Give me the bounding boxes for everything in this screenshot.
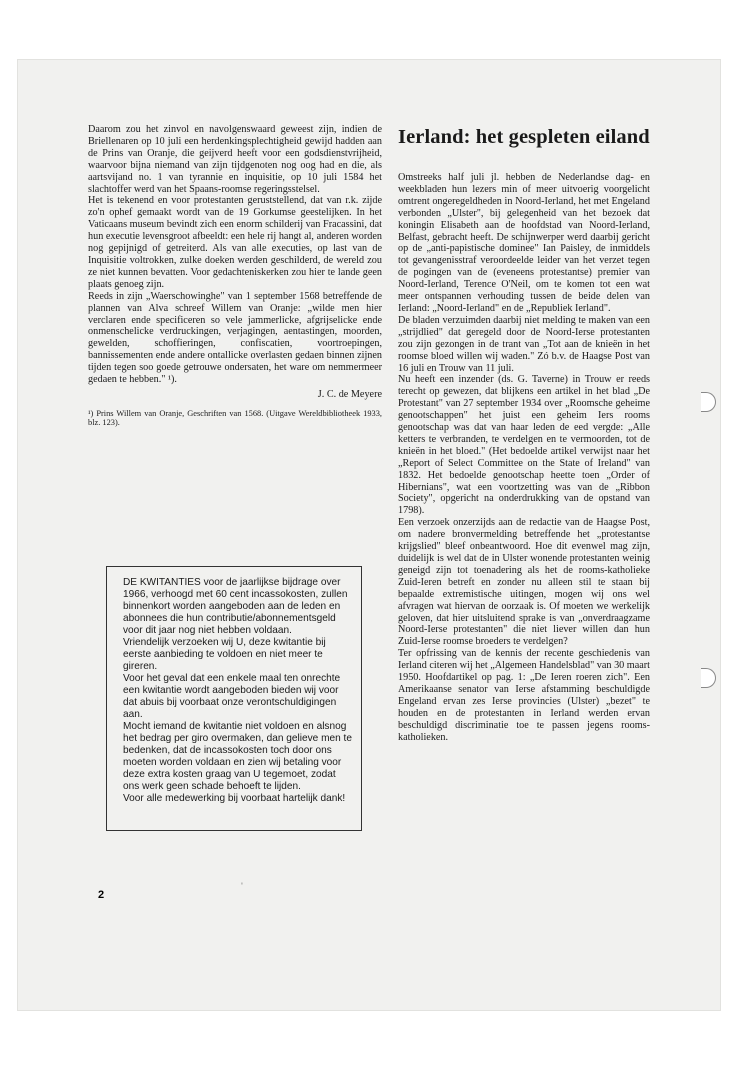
right-paragraph-3: Nu heeft een inzender (ds. G. Taverne) in Trouw er reeds terecht op gewezen, dat blijkens een artikel in het blad „De Protestant" van 27 september 1934 over „Roomsche geheime genootschappen" het juist een geheim Iers rooms genootschap was dat van haar leden de eed vergde: „Alle ketters te verbranden, te verdelgen en te vermoorden, tot de knieën in het bloed." (Het bedoelde artikel verwijst naar het „Report of Select Committee on the State of Ireland" van 1832. Het bedoelde genootschap heette toen „Order of Hibernians", wat een voortzetting was van de „Ribbon Society", opgericht na onderdrukking van de opstand van 1798).: [398, 374, 650, 517]
left-paragraph-3: Reeds in zijn „Waerschowinghe" van 1 september 1568 betreffende de plannen van Alva schreef Willem van Oranje: „wilde men hier verclaren ende specificeren so vele jammerlicke, afgrijselicke ende onmenschelicke verdruckingen, verjagingen, aentastingen, moorden, gewelden, schoffieringen, confiscatien, voortroepingen, bannissementen ende andere ontallicke overlasten gedaen binnen zijnen tijden tegen soo goede getrouwe ondersaten, het ware om nemmermeer gedaen te hebben." ¹).: [88, 290, 382, 386]
left-paragraph-2: Het is tekenend en voor protestanten geruststellend, dat van r.k. zijde zo'n ophef gemaakt wordt van de 19 Gorkumse geestelijken. In het Vaticaans museum bevindt zich een enorm schilderij van Fracassini, dat hun executie levensgroot afbeeldt: een hele rij hangt al, anderen worden nog gepijnigd of getreiterd. Als van alle executies, op last van de Inquisitie voltrokken, zulke doeken werden geschilderd, de wereld zou ze niet kunnen bevatten. Voor gedachteniskerken zou hier te lande geen plaats genoeg zijn.: [88, 195, 382, 290]
notice-paragraph-4: Mocht iemand de kwitantie niet voldoen en alsnog het bedrag per giro overmaken, dan gelieve men te bedenken, dat de incassokosten toch door ons moeten worden voldaan en zien wij betaling voor deze extra kosten graag van U tegemoet, zodat ons werk geen schade behoeft te lijden.: [123, 721, 352, 792]
notice-paragraph-1: DE KWITANTIES voor de jaarlijkse bijdrage over 1966, verhoogd met 60 cent incassokosten, zullen binnenkort worden aangeboden aan de leden en abonnees die hun contributie/abonnementsgeld voor dit jaar nog niet hebben voldaan.: [123, 577, 348, 636]
author-signature: J. C. de Meyere: [317, 388, 382, 400]
notice-paragraph-5: Voor alle medewerking bij voorbaat hartelijk dank!: [123, 793, 346, 804]
notice-box: [106, 566, 362, 831]
left-paragraph-1: Daarom zou het zinvol en navolgenswaard geweest zijn, indien de Briellenaren op 10 juli een herdenkingsplechtigheid gewijd hadden aan de Prins van Oranje, die geijverd heeft voor een godsdienstvrijheid, waarvoor bijna niemand van zijn tijdgenoten nog oog had en die, als aartsvijand no. 1 van tyrannie en inquisitie, op 10 juli 1584 het slachtoffer werd van het Spaans-roomse regeringsstelsel.: [88, 124, 382, 195]
right-paragraph-4: Een verzoek onzerzijds aan de redactie van de Haagse Post, om nadere bronvermelding betreffende het „protestantse krijgslied" bleef onbeantwoord. Hoe dit evenwel mag zijn, duidelijk is wel dat de in Ulster wonende protestanten weinig geneigd zijn tot toenadering als het de rooms-katholieke Zuid-Ieren betreft en zonder nu alleen stil te staan bij bepaalde extremistische uitingen, mogen wij ons wel afvragen wat hiervan de oorzaak is. Of moeten we werkelijk geloven, dat hier uitsluitend sprake is van „onverdraagzame Noord-Ierse protestanten" die niet liever willen dan hun Zuid-Ierse roomse broeders te verdelgen?: [398, 517, 650, 648]
scan-mark: ': [241, 882, 243, 890]
footnote: ¹) Prins Willem van Oranje, Geschriften van 1568. (Uitgave Wereldbibliotheek 1933, blz. 123).: [88, 408, 382, 428]
article-title: Ierland: het gespleten eiland: [398, 126, 650, 148]
notice-paragraph-3: Voor het geval dat een enkele maal ten onrechte een kwitantie wordt aangeboden bieden wij voor dat abuis bij voorbaat onze verontschuldigingen aan.: [123, 673, 341, 720]
page-number: 2: [98, 889, 105, 901]
right-paragraph-5: Ter opfrissing van de kennis der recente geschiedenis van Ierland citeren wij het „Algemeen Handelsblad" van 30 maart 1950. Hoofdartikel op pag. 1: „De Ieren roeren zich". Een Amerikaanse senator van Ierse afstamming beschuldigde Engeland ervan zes Ierse provincies (Ulster) „bezet" te houden en de protestanten in Ierland werden ervan beschuldigd discriminatie toe te passen jegens rooms-katholieken.: [398, 648, 650, 743]
notice-paragraph-2: Vriendelijk verzoeken wij U, deze kwitantie bij eerste aanbieding te voldoen en niet meer te gireren.: [123, 637, 326, 672]
right-paragraph-1: Omstreeks half juli jl. hebben de Nederlandse dag- en weekbladen hun lezers min of meer uitvoerig voorgelicht omtrent ongeregeldheden in Noord-Ierland, het met Engeland verbonden „Ulster", bij gelegenheid van het bezoek dat koningin Elisabeth aan de hoofdstad van Noord-Ierland, Belfast, gebracht heeft. De schijnwerper werd daarbij gericht op de „anti-papistische dominee" Ian Paisley, de inmiddels tot gevangenisstraf veroordeelde leider van het verzet tegen de pogingen van de (eveneens protestantse) premier van Noord-Ierland, Terence O'Neil, om te komen tot een wat meer ontspannen verhouding tussen de beide delen van Ierland: „Noord-Ierland" en de „Republiek Ierland".: [398, 172, 650, 314]
left-column: [88, 124, 382, 428]
right-column: [398, 124, 650, 744]
right-paragraph-2: De bladen verzuimden daarbij niet melding te maken van een „strijdlied" dat geregeld door de Noord-Ierse protestanten zou zijn gezongen in de trant van „Tot aan de knieën in het roomse bloed willen wij waden." Zó b.v. de Haagse Post van 16 juli en Trouw van 11 juli.: [398, 314, 650, 374]
